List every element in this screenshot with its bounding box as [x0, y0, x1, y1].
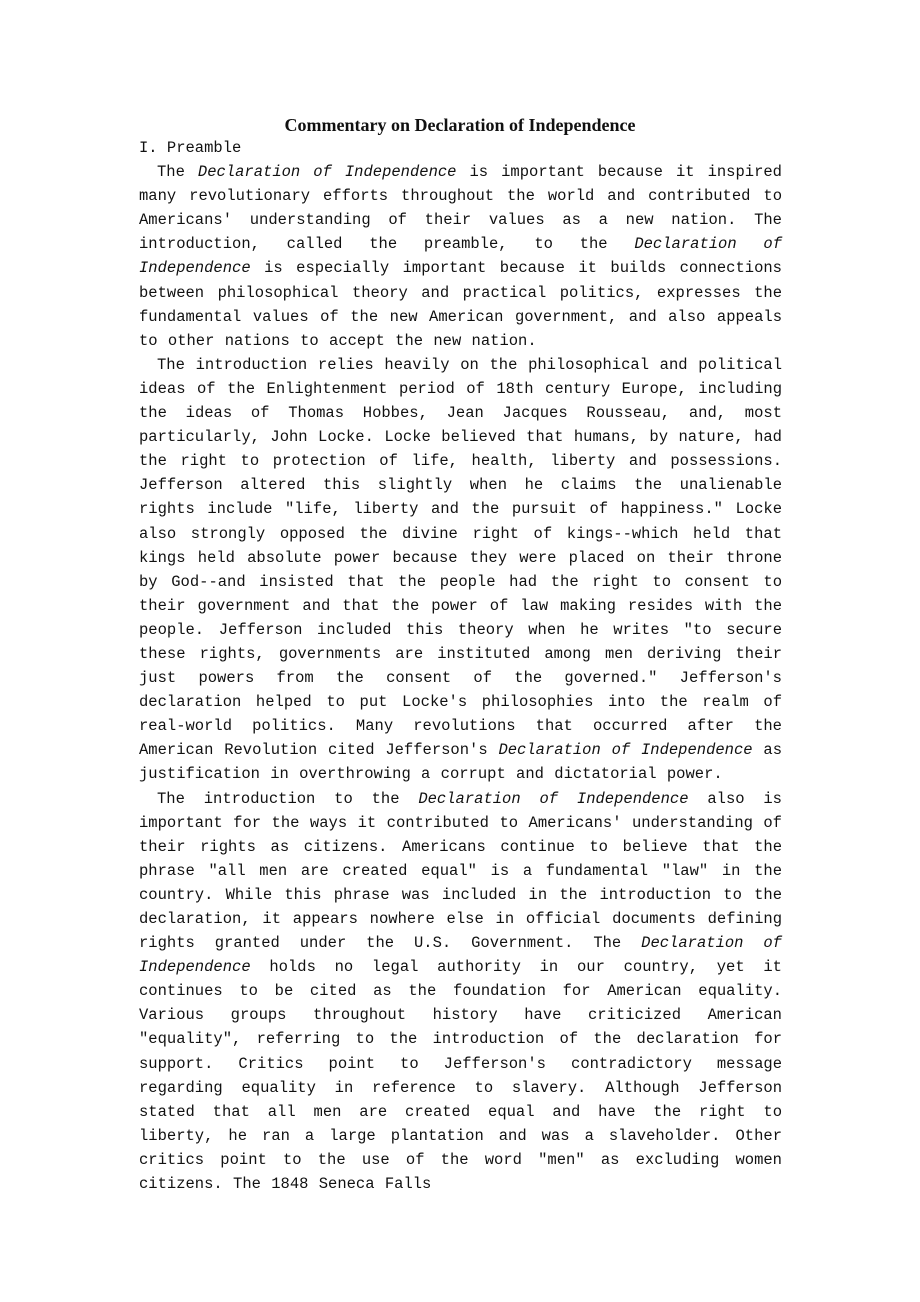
italic-title-segment: Declaration of Independence — [197, 163, 457, 182]
italic-title-segment: Declaration of Independence — [139, 235, 782, 278]
text-segment: as justification in overthrowing a corrupt and dictatorial power. — [139, 741, 782, 784]
section-heading: I. Preamble — [139, 139, 242, 157]
paragraph-2 — [139, 353, 782, 787]
document-title: Commentary on Declaration of Independence — [284, 115, 636, 135]
text-segment: is especially important because it builds connections between philosophical theory and practical politics, expresses the fundamental values of the new American government, and also appeals to other nations to accept the new nation. — [139, 259, 782, 350]
text-segment: is important because it inspired many revolutionary efforts throughout the world and contributed to Americans' understanding of their values as a new nation. The introduction, called the preamble, to the — [139, 163, 782, 254]
text-segment: holds no legal authority in our country, yet it continues to be cited as the foundation for American equality. Various groups throughout history have criticized American "equality", referring to the introduction of the declaration for support. Critics point to Jefferson's contradictory message regarding equality in reference to slavery. Although Jefferson stated that all men are created equal and have the right to liberty, he ran a large plantation and was a slaveholder. Other critics point to the use of the word "men" as excluding women citizens. The 1848 Seneca Falls — [139, 958, 782, 1194]
italic-title-segment: Declaration of Independence — [418, 789, 689, 808]
document-body — [139, 136, 782, 1196]
text-segment: The introduction to the — [157, 789, 419, 808]
italic-title-segment: Declaration of Independence — [498, 741, 753, 760]
text-segment: The introduction relies heavily on the philosophical and political ideas of the Enlightenment period of 18th century Europe, including the ideas of Thomas Hobbes, Jean Jacques Rousseau, and, most particularly, John Locke. Locke believed that humans, by nature, had the right to protection of life, health, liberty and possessions. Jefferson altered this slightly when he claims the unalienable rights include "life, liberty and the pursuit of happiness." Locke also strongly opposed the divine right of kings--which held that kings held absolute power because they were placed on their throne by God--and insisted that the people had the right to consent to their government and that the power of law making resides with the people. Jefferson included this theory when he writes "to secure these rights, governments are instituted among men deriving their just powers from the consent of the governed." Jefferson's declaration helped to put Locke's philosophies into the realm of real-world politics. Many revolutions that occurred after the American Revolution cited Jefferson's — [139, 355, 782, 760]
paragraph-1 — [139, 160, 782, 353]
text-segment: also is important for the ways it contributed to Americans' understanding of their rights as citizens. Americans continue to believe that the phrase "all men are created equal" is a fundamental "law" in the country. While this phrase was included in the introduction to the declaration, it appears nowhere else in official documents defining rights granted under the U.S. Government. The — [139, 789, 782, 953]
italic-title-segment: Declaration of Independence — [139, 934, 782, 977]
paragraph-3 — [139, 787, 782, 1197]
text-segment: The — [157, 163, 198, 182]
